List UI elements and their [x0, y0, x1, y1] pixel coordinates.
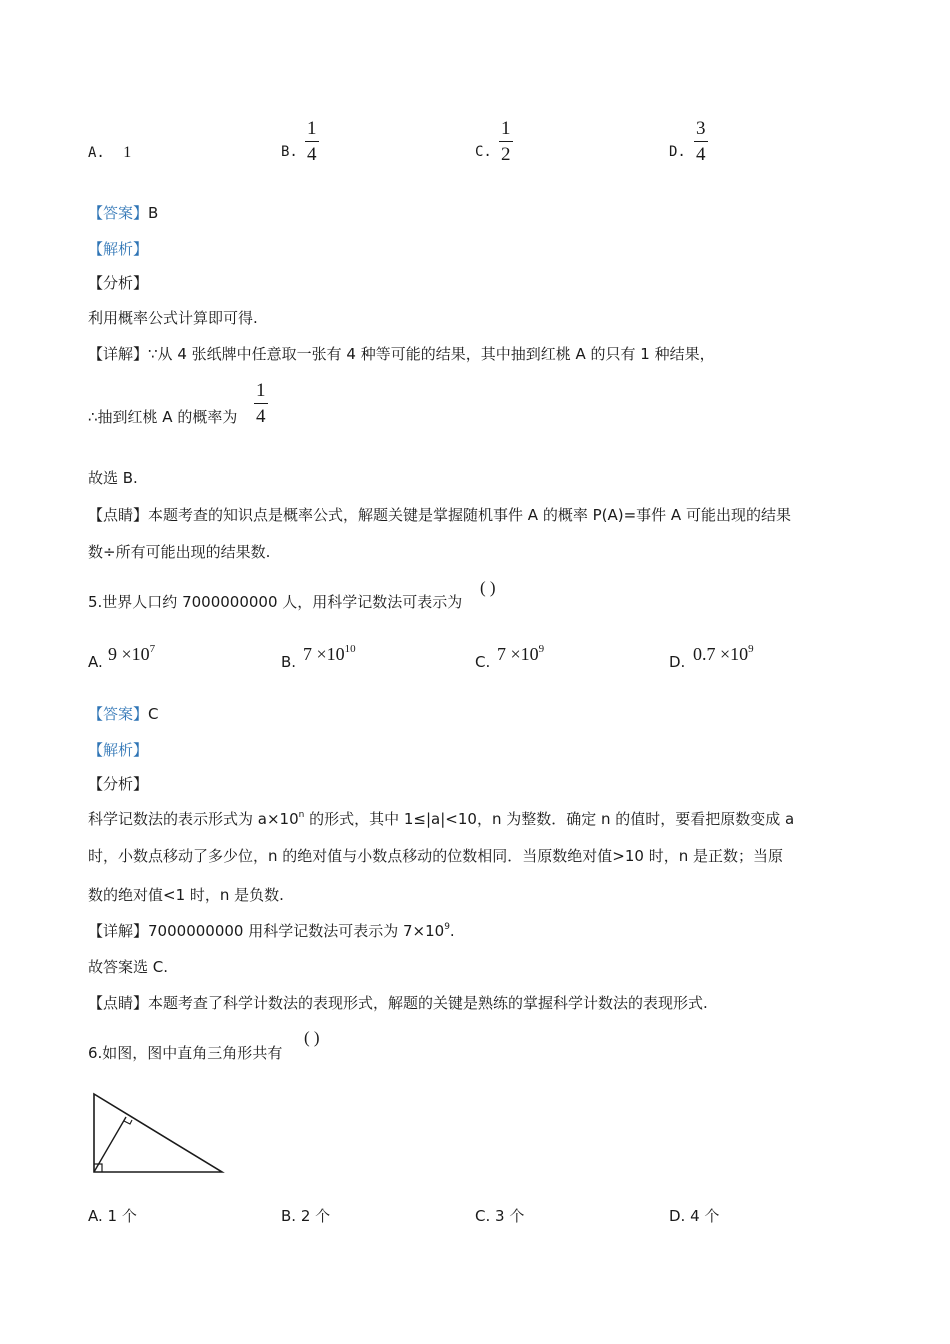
q4-option-a — [88, 144, 131, 162]
option-value: 3 个 — [495, 1207, 525, 1225]
numerator: 1 — [256, 380, 266, 401]
numerator: 1 — [501, 118, 511, 139]
denominator: 4 — [694, 141, 708, 164]
q5-fenxi-line3: 数的绝对值<1 时，n 是负数. — [88, 886, 284, 904]
option-label: A. — [88, 1207, 103, 1225]
q5-guxuan: 故答案选 C. — [88, 958, 169, 976]
q4-fenxi-text: 利用概率公式计算即可得. — [88, 309, 258, 327]
sci-base: 9 ×10 — [108, 644, 150, 664]
q4-answer — [88, 202, 158, 223]
xiangjie-tag: 【详解】 — [88, 922, 149, 940]
q5-option-c-label: C. — [475, 653, 491, 671]
sci-exponent: 9 — [748, 643, 754, 655]
q5-stem: 5.世界人口约 7000000000 人，用科学记数法可表示为 — [88, 593, 463, 611]
q4-option-d-label: D. — [669, 144, 686, 160]
option-label: C. — [475, 1207, 491, 1225]
q4-option-d-fraction — [694, 119, 708, 164]
q5-fenxi-line1: 科学记数法的表示形式为 $a\times 10^n$ 的形式，其中 1≤|a|<10，n 为整数．确定 n 的值时，要看把原数变成 a — [88, 810, 795, 828]
q6-answer-paren: ( ) — [304, 1028, 320, 1047]
option-value: 1 个 — [107, 1207, 137, 1225]
q4-xiangjie-line2: ∴抽到红桃 A 的概率为 — [88, 408, 238, 426]
option-label: A. — [88, 145, 105, 161]
sci-exponent: 7 — [149, 643, 156, 655]
dianjing-tag: 【点睛】 — [88, 994, 149, 1012]
answer-tag: 【答案】 — [88, 204, 149, 222]
right-angle-mark-foot — [124, 1120, 132, 1124]
q5-option-d-label: D. — [669, 653, 686, 671]
q5-xiangjie: 【详解】7000000000 用科学记数法可表示为 $7\times 10^9$. — [88, 922, 455, 940]
q6-option-a — [88, 1205, 137, 1226]
denominator: 4 — [305, 141, 319, 164]
q5-option-b-expr — [303, 643, 356, 665]
answer-value: B — [148, 204, 159, 222]
sci-base: 7 ×10 — [303, 644, 345, 664]
dianjing-text: 本题考查了科学计数法的表现形式，解题的关键是熟练的掌握科学计数法的表现形式. — [148, 994, 708, 1012]
q5-dianjing — [88, 992, 708, 1013]
sci-exponent: 9 — [538, 643, 545, 655]
q4-dianjing-line1 — [88, 504, 791, 525]
q6-stem: 6.如图，图中直角三角形共有 — [88, 1044, 283, 1062]
q5-option-d-expr — [693, 643, 754, 665]
option-label: B. — [281, 1207, 297, 1225]
q5-option-a-label: A. — [88, 653, 103, 671]
option-value: 4 个 — [690, 1207, 720, 1225]
q5-option-a-expr — [108, 643, 155, 665]
q5-fenxi-line2: 时，小数点移动了多少位，n 的绝对值与小数点移动的位数相同．当原数绝对值>10 时，n 是正数；当原 — [88, 847, 783, 865]
q4-option-b-label: B. — [281, 144, 298, 160]
option-value: 2 个 — [300, 1207, 331, 1225]
xiangjie-tag: 【详解】 — [88, 345, 149, 363]
q4-jiexi-tag: 【解析】 — [88, 240, 149, 258]
numerator: 3 — [696, 118, 706, 139]
option-value: 1 — [123, 144, 132, 161]
q5-answer-paren: ( ) — [480, 578, 496, 597]
right-triangle-figure — [88, 1090, 228, 1180]
denominator: 2 — [499, 141, 513, 164]
numerator: 1 — [307, 118, 317, 139]
sci-exponent: 10 — [344, 643, 356, 655]
q5-answer — [88, 703, 159, 724]
q4-xiangjie-line1 — [88, 343, 715, 364]
sci-base: 7 ×10 — [497, 644, 539, 664]
answer-tag: 【答案】 — [88, 705, 149, 723]
triangle-outline — [94, 1094, 222, 1172]
q6-option-b — [281, 1205, 330, 1226]
q4-option-c-fraction — [499, 119, 513, 164]
xiangjie-text: ∵从 4 张纸牌中任意取一张有 4 种等可能的结果，其中抽到红桃 A 的只有 1 种结果， — [148, 345, 715, 363]
q4-fenxi-tag: 【分析】 — [88, 274, 149, 292]
q4-xiangjie-fraction — [254, 381, 268, 426]
option-label: D. — [669, 1207, 686, 1225]
answer-value: C — [148, 705, 159, 723]
q4-option-c-label: C. — [475, 144, 492, 160]
q5-fenxi-tag: 【分析】 — [88, 775, 149, 793]
q6-option-c — [475, 1205, 524, 1226]
dianjing-text: 本题考查的知识点是概率公式，解题关键是掌握随机事件 A 的概率 P(A)=事件 A 可能出现的结果 — [148, 506, 791, 524]
denominator: 4 — [254, 403, 268, 426]
q6-option-d — [669, 1205, 719, 1226]
q5-option-b-label: B. — [281, 653, 297, 671]
sci-base: 0.7 ×10 — [693, 644, 749, 664]
q4-option-b-fraction — [305, 119, 319, 164]
dianjing-tag: 【点睛】 — [88, 506, 149, 524]
q4-guxuan: 故选 B. — [88, 469, 138, 487]
q4-dianjing-line2: 数÷所有可能出现的结果数. — [88, 543, 271, 561]
q5-jiexi-tag: 【解析】 — [88, 741, 149, 759]
q5-option-c-expr — [497, 643, 544, 665]
